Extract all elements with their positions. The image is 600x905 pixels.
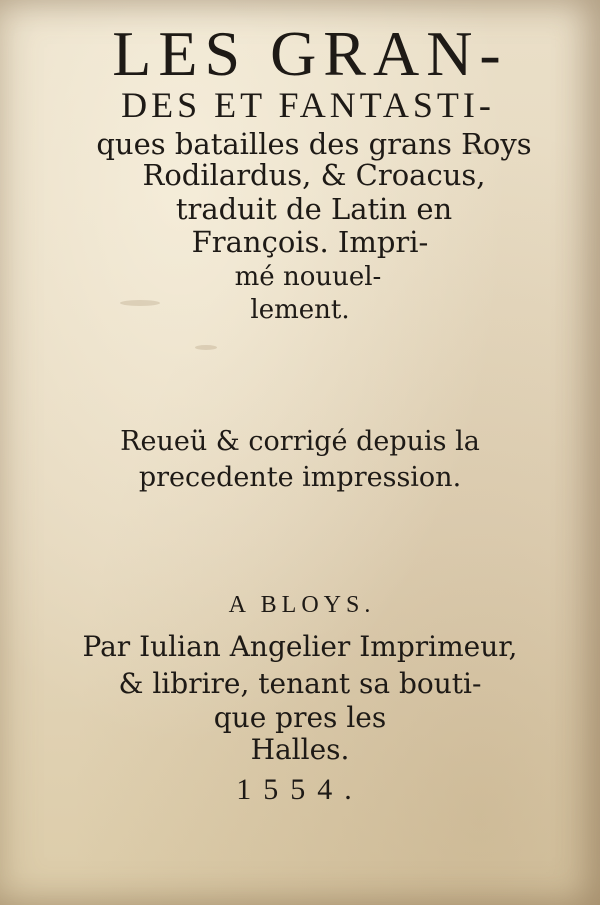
title-line-8: lement. (250, 295, 350, 325)
title-line-4: Rodilardus, & Croacus, (142, 158, 486, 192)
title-line-7: mé nouuel- (234, 262, 382, 292)
imprint-line-3: & librire, tenant sa bouti- (118, 667, 482, 700)
title-line-5: traduit de Latin en (175, 192, 453, 226)
imprint-place: A BLOYS. (228, 592, 376, 618)
title-line-3: ques batailles des grans Roys (96, 127, 532, 161)
edition-line-1: Reueü & corrigé depuis la (120, 426, 480, 457)
publication-year: 1554. (236, 773, 364, 806)
imprint-line-5: Halles. (250, 733, 350, 766)
title-line-2: DES ET FANTASTI- (121, 85, 495, 125)
title-line-6: François. Impri- (191, 225, 429, 259)
imprint-line-2: Par Iulian Angelier Imprimeur, (82, 630, 518, 663)
imprint-line-4: que pres les (213, 701, 387, 734)
paper-stain (195, 345, 217, 350)
edition-line-2: precedente impression. (138, 462, 462, 493)
title-line-1: LES GRAN- (112, 18, 508, 89)
